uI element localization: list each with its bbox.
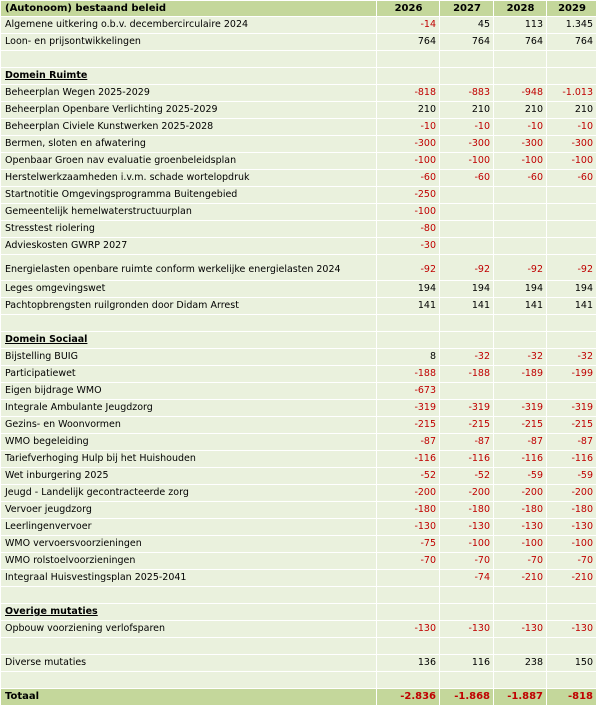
value-cell: 141 [494, 298, 547, 315]
table-row [1, 417, 596, 434]
row-label: Eigen bijdrage WMO [1, 383, 377, 400]
value-cell: -70 [547, 553, 596, 570]
value-cell: -215 [440, 417, 494, 434]
table-row [1, 485, 596, 502]
empty-cell [1, 638, 377, 655]
empty-cell [440, 587, 494, 604]
empty-cell [1, 51, 377, 68]
value-cell: -70 [440, 553, 494, 570]
row-label: Pachtopbrengsten ruilgronden door Didam Arrest [1, 298, 377, 315]
value-cell: -130 [377, 621, 440, 638]
value-cell: -319 [440, 400, 494, 417]
empty-cell [547, 315, 596, 332]
value-cell: 210 [440, 102, 494, 119]
value-cell: -100 [377, 204, 440, 221]
empty-cell [547, 68, 596, 85]
empty-cell [440, 638, 494, 655]
value-cell: -52 [440, 468, 494, 485]
value-cell: -80 [377, 221, 440, 238]
row-label: WMO vervoersvoorzieningen [1, 536, 377, 553]
empty-cell [440, 332, 494, 349]
empty-cell [440, 51, 494, 68]
row-label: Participatiewet [1, 366, 377, 383]
empty-cell [547, 638, 596, 655]
value-cell: -60 [547, 170, 596, 187]
value-cell: -188 [377, 366, 440, 383]
table-row [1, 187, 596, 204]
table-row [1, 238, 596, 255]
value-cell [494, 221, 547, 238]
section-header-row [1, 332, 596, 349]
total-value: -2.836 [377, 689, 440, 706]
empty-cell [494, 638, 547, 655]
value-cell: -116 [494, 451, 547, 468]
table-row [1, 519, 596, 536]
empty-cell [377, 672, 440, 689]
header-row [1, 1, 596, 17]
empty-cell [494, 51, 547, 68]
value-cell: -180 [440, 502, 494, 519]
value-cell [547, 383, 596, 400]
section-header-row [1, 68, 596, 85]
row-label: Opbouw voorziening verlofsparen [1, 621, 377, 638]
value-cell: 136 [377, 655, 440, 672]
row-label: Beheerplan Civiele Kunstwerken 2025-2028 [1, 119, 377, 136]
row-label: Wet inburgering 2025 [1, 468, 377, 485]
value-cell [494, 204, 547, 221]
table-row [1, 434, 596, 451]
value-cell: -60 [494, 170, 547, 187]
row-label: Gezins- en Woonvormen [1, 417, 377, 434]
value-cell: 194 [494, 281, 547, 298]
empty-cell [440, 672, 494, 689]
row-label: WMO rolstoelvoorzieningen [1, 553, 377, 570]
empty-cell [547, 51, 596, 68]
value-cell: -10 [440, 119, 494, 136]
value-cell: -70 [494, 553, 547, 570]
year-header: 2027 [440, 1, 494, 17]
value-cell: 150 [547, 655, 596, 672]
value-cell: -180 [494, 502, 547, 519]
empty-cell [377, 315, 440, 332]
value-cell: -300 [440, 136, 494, 153]
year-header: 2028 [494, 1, 547, 17]
value-cell: 210 [547, 102, 596, 119]
empty-cell [494, 672, 547, 689]
value-cell: -200 [547, 485, 596, 502]
table-row [1, 468, 596, 485]
row-label: Startnotitie Omgevingsprogramma Buitengebied [1, 187, 377, 204]
value-cell [440, 383, 494, 400]
value-cell: -100 [547, 536, 596, 553]
value-cell: -883 [440, 85, 494, 102]
value-cell: -87 [377, 434, 440, 451]
year-header: 2026 [377, 1, 440, 17]
value-cell: 194 [377, 281, 440, 298]
value-cell: 141 [377, 298, 440, 315]
table-row [1, 621, 596, 638]
value-cell: -60 [377, 170, 440, 187]
value-cell [377, 570, 440, 587]
value-cell: 210 [494, 102, 547, 119]
table-row [1, 451, 596, 468]
value-cell: -130 [547, 519, 596, 536]
total-value: -1.887 [494, 689, 547, 706]
value-cell: -10 [377, 119, 440, 136]
value-cell: -100 [440, 153, 494, 170]
row-label: Openbaar Groen nav evaluatie groenbeleidsplan [1, 153, 377, 170]
section-header-row [1, 604, 596, 621]
empty-cell [377, 638, 440, 655]
value-cell: -948 [494, 85, 547, 102]
row-label: Diverse mutaties [1, 655, 377, 672]
value-cell: -30 [377, 238, 440, 255]
value-cell: -92 [494, 255, 547, 281]
value-cell: 764 [440, 34, 494, 51]
value-cell: 194 [547, 281, 596, 298]
spacer-row [1, 587, 596, 604]
spacer-row [1, 638, 596, 655]
value-cell: 113 [494, 17, 547, 34]
value-cell: 210 [377, 102, 440, 119]
row-label: Advieskosten GWRP 2027 [1, 238, 377, 255]
row-label: Energielasten openbare ruimte conform werkelijke energielasten 2024 [1, 255, 377, 281]
value-cell: -215 [377, 417, 440, 434]
value-cell: -200 [440, 485, 494, 502]
year-header: 2029 [547, 1, 596, 17]
empty-cell [377, 604, 440, 621]
value-cell: -59 [547, 468, 596, 485]
table-title: (Autonoom) bestaand beleid [1, 1, 377, 17]
value-cell: -180 [547, 502, 596, 519]
value-cell: -250 [377, 187, 440, 204]
value-cell [494, 383, 547, 400]
empty-cell [1, 315, 377, 332]
empty-cell [547, 672, 596, 689]
row-label: Algemene uitkering o.b.v. decembercirculaire 2024 [1, 17, 377, 34]
value-cell: -100 [494, 153, 547, 170]
value-cell [547, 187, 596, 204]
empty-cell [547, 332, 596, 349]
value-cell: -10 [494, 119, 547, 136]
value-cell: -215 [547, 417, 596, 434]
row-label: Bijstelling BUIG [1, 349, 377, 366]
empty-cell [1, 672, 377, 689]
value-cell: -87 [494, 434, 547, 451]
table-row [1, 170, 596, 187]
table-body [1, 17, 596, 689]
row-label: Integrale Ambulante Jeugdzorg [1, 400, 377, 417]
value-cell [547, 221, 596, 238]
value-cell: -130 [547, 621, 596, 638]
value-cell: -10 [547, 119, 596, 136]
value-cell [547, 204, 596, 221]
value-cell: -130 [377, 519, 440, 536]
section-title: Domein Sociaal [1, 332, 377, 349]
table-row [1, 400, 596, 417]
value-cell: -189 [494, 366, 547, 383]
row-label: Beheerplan Wegen 2025-2029 [1, 85, 377, 102]
table-row [1, 153, 596, 170]
value-cell: 141 [440, 298, 494, 315]
value-cell: 116 [440, 655, 494, 672]
value-cell: 1.345 [547, 17, 596, 34]
value-cell: -300 [494, 136, 547, 153]
table-row [1, 366, 596, 383]
table-row [1, 281, 596, 298]
value-cell [440, 187, 494, 204]
value-cell: -92 [377, 255, 440, 281]
value-cell: -300 [547, 136, 596, 153]
value-cell: -100 [547, 153, 596, 170]
value-cell: -116 [377, 451, 440, 468]
total-label: Totaal [1, 689, 377, 706]
value-cell: -75 [377, 536, 440, 553]
table-row [1, 34, 596, 51]
value-cell: -32 [440, 349, 494, 366]
value-cell: 45 [440, 17, 494, 34]
value-cell: -130 [440, 621, 494, 638]
table-row [1, 349, 596, 366]
row-label: Tariefverhoging Hulp bij het Huishouden [1, 451, 377, 468]
table-row [1, 136, 596, 153]
value-cell: -199 [547, 366, 596, 383]
value-cell: 194 [440, 281, 494, 298]
empty-cell [547, 587, 596, 604]
value-cell: -673 [377, 383, 440, 400]
table-row [1, 102, 596, 119]
value-cell: -100 [377, 153, 440, 170]
row-label: Vervoer jeugdzorg [1, 502, 377, 519]
value-cell: 764 [377, 34, 440, 51]
spacer-row [1, 51, 596, 68]
value-cell: -319 [377, 400, 440, 417]
value-cell: 764 [494, 34, 547, 51]
spacer-row [1, 672, 596, 689]
value-cell: -210 [494, 570, 547, 587]
value-cell: -32 [494, 349, 547, 366]
row-label: Stresstest riolering [1, 221, 377, 238]
value-cell: -52 [377, 468, 440, 485]
value-cell: -100 [440, 536, 494, 553]
value-cell: -116 [440, 451, 494, 468]
value-cell: -100 [494, 536, 547, 553]
value-cell: -319 [494, 400, 547, 417]
empty-cell [377, 332, 440, 349]
value-cell: -210 [547, 570, 596, 587]
empty-cell [440, 68, 494, 85]
value-cell: 238 [494, 655, 547, 672]
table-row [1, 553, 596, 570]
empty-cell [494, 68, 547, 85]
table-row [1, 221, 596, 238]
value-cell: -60 [440, 170, 494, 187]
empty-cell [494, 587, 547, 604]
value-cell [440, 238, 494, 255]
value-cell: -818 [377, 85, 440, 102]
spacer-row [1, 315, 596, 332]
value-cell: -70 [377, 553, 440, 570]
section-title: Overige mutaties [1, 604, 377, 621]
row-label: Leges omgevingswet [1, 281, 377, 298]
value-cell: -59 [494, 468, 547, 485]
empty-cell [494, 315, 547, 332]
value-cell: -130 [494, 621, 547, 638]
row-label: Jeugd - Landelijk gecontracteerde zorg [1, 485, 377, 502]
total-value: -1.868 [440, 689, 494, 706]
value-cell [494, 187, 547, 204]
empty-cell [1, 587, 377, 604]
value-cell: -92 [440, 255, 494, 281]
value-cell: -74 [440, 570, 494, 587]
value-cell [440, 204, 494, 221]
table-row [1, 17, 596, 34]
row-label: Gemeentelijk hemelwaterstructuurplan [1, 204, 377, 221]
empty-cell [440, 315, 494, 332]
value-cell: -92 [547, 255, 596, 281]
value-cell: -14 [377, 17, 440, 34]
empty-cell [547, 604, 596, 621]
value-cell: -319 [547, 400, 596, 417]
empty-cell [377, 587, 440, 604]
row-label: Beheerplan Openbare Verlichting 2025-2029 [1, 102, 377, 119]
value-cell: -32 [547, 349, 596, 366]
value-cell: -200 [494, 485, 547, 502]
empty-cell [440, 604, 494, 621]
value-cell: -180 [377, 502, 440, 519]
row-label: Herstelwerkzaamheden i.v.m. schade wortelopdruk [1, 170, 377, 187]
table-row [1, 502, 596, 519]
table-row [1, 383, 596, 400]
value-cell [494, 238, 547, 255]
empty-cell [377, 68, 440, 85]
value-cell: -200 [377, 485, 440, 502]
table-row [1, 255, 596, 281]
value-cell: -130 [494, 519, 547, 536]
value-cell: -1.013 [547, 85, 596, 102]
row-label: Bermen, sloten en afwatering [1, 136, 377, 153]
table-row [1, 85, 596, 102]
value-cell [440, 221, 494, 238]
value-cell: -87 [440, 434, 494, 451]
empty-cell [377, 51, 440, 68]
table-row [1, 298, 596, 315]
value-cell: -188 [440, 366, 494, 383]
total-value: -818 [547, 689, 596, 706]
table-row [1, 570, 596, 587]
value-cell: -215 [494, 417, 547, 434]
row-label: Loon- en prijsontwikkelingen [1, 34, 377, 51]
value-cell: 8 [377, 349, 440, 366]
total-row [1, 689, 596, 706]
empty-cell [494, 604, 547, 621]
table-row [1, 204, 596, 221]
value-cell: -116 [547, 451, 596, 468]
value-cell: 141 [547, 298, 596, 315]
row-label: WMO begeleiding [1, 434, 377, 451]
empty-cell [494, 332, 547, 349]
value-cell: -87 [547, 434, 596, 451]
row-label: Integraal Huisvestingsplan 2025-2041 [1, 570, 377, 587]
value-cell: -130 [440, 519, 494, 536]
table-row [1, 119, 596, 136]
table-row [1, 536, 596, 553]
value-cell: 764 [547, 34, 596, 51]
section-title: Domein Ruimte [1, 68, 377, 85]
value-cell [547, 238, 596, 255]
row-label: Leerlingenvervoer [1, 519, 377, 536]
value-cell: -300 [377, 136, 440, 153]
